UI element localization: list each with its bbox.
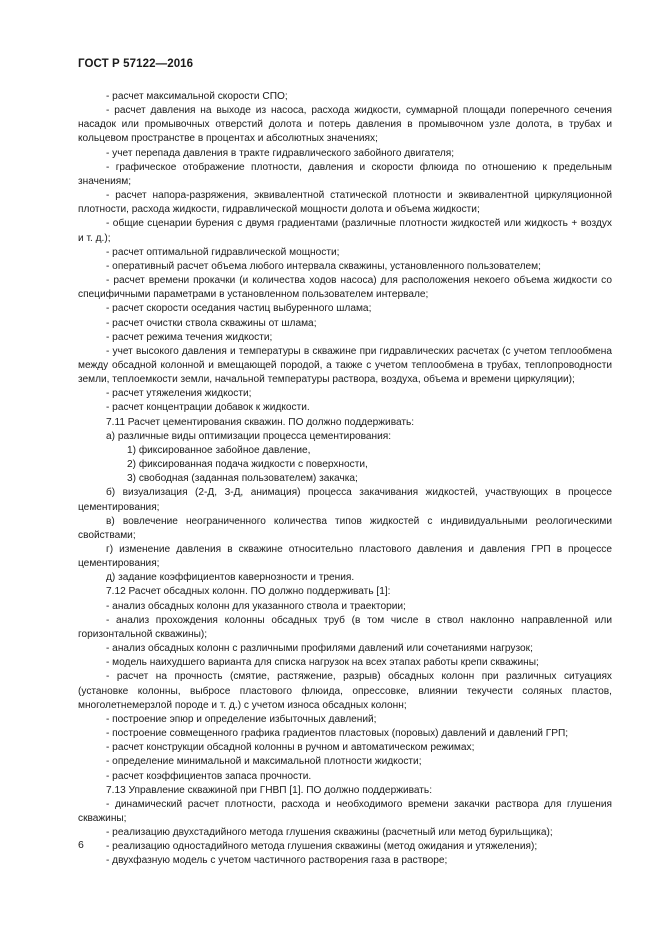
- paragraph: - графическое отображение плотности, давления и скорости флюида по отношению к предельным значениям;: [78, 161, 612, 187]
- document-header: ГОСТ Р 57122—2016: [78, 58, 194, 70]
- paragraph: - учет перепада давления в тракте гидравлического забойного двигателя;: [106, 147, 455, 159]
- paragraph: - модель наихудшего варианта для списка нагрузок на всех этапах работы крепи скважины;: [106, 657, 539, 669]
- paragraph: - общие сценарии бурения с двумя градиентами (различные плотности жидкостей или жидкость + воздух и т. д.);: [78, 218, 612, 244]
- section-heading: 7.11 Расчет цементирования скважин. ПО должно поддерживать:: [106, 416, 415, 428]
- sub-list-item: 1) фиксированное забойное давление,: [127, 444, 311, 456]
- list-item: б) визуализация (2-Д, 3-Д, анимация) процесса закачивания жидкостей, участвующих в процессе цементирования;: [78, 487, 612, 513]
- page-body: [78, 90, 612, 869]
- paragraph: - расчет коэффициентов запаса прочности.: [106, 770, 312, 782]
- paragraph: - расчет на прочность (смятие, растяжение, разрыв) обсадных колонн при различных ситуациях (установке колонны, выбросе пластового флюида, опрессовке, влиянии текучести соляных пластов, многолетнемерзлой породе и т. д.) с учетом износа обсадных колонн;: [78, 671, 612, 711]
- paragraph: - определение минимальной и максимальной плотности жидкости;: [106, 756, 422, 768]
- page-number: 6: [78, 839, 84, 851]
- paragraph: - расчет конструкции обсадной колонны в ручном и автоматическом режимах;: [106, 742, 475, 754]
- sub-list-item: 2) фиксированная подача жидкости с поверхности,: [127, 459, 368, 471]
- paragraph: - расчет напора-разряжения, эквивалентной статической плотности и эквивалентной циркуляционной плотности, расхода жидкости, гидравлической мощности долота и объема жидкости;: [78, 190, 612, 216]
- section-heading: 7.13 Управление скважиной при ГНВП [1]. ПО должно поддерживать:: [106, 784, 433, 796]
- paragraph: - расчет давления на выходе из насоса, расхода жидкости, суммарной площади поперечного сечения насадок или промывочных отверстий долота и потерь давления в промывочном узле долота, в трубах и кольцевом пространстве в процентах и абсолютных значениях;: [78, 105, 612, 145]
- paragraph: - построение эпюр и определение избыточных давлений;: [106, 713, 377, 725]
- paragraph: - расчет времени прокачки (и количества ходов насоса) для расположения некоего объема жидкости со специфичными параметрами в установленном пользователем интервале;: [78, 275, 612, 301]
- paragraph: - расчет режима течения жидкости;: [106, 331, 273, 343]
- list-item: д) задание коэффициентов кавернозности и трения.: [106, 572, 355, 584]
- paragraph: - динамический расчет плотности, расхода и необходимого времени закачки раствора для глушения скважины;: [78, 798, 612, 824]
- paragraph: - расчет скорости оседания частиц выбуренного шлама;: [106, 303, 372, 315]
- section-heading: 7.12 Расчет обсадных колонн. ПО должно поддерживать [1]:: [106, 586, 391, 598]
- paragraph: - анализ обсадных колонн для указанного ствола и траектории;: [106, 600, 406, 612]
- paragraph: - анализ обсадных колонн с различными профилями давлений или сочетаниями нагрузок;: [106, 643, 533, 655]
- paragraph: - реализацию одностадийного метода глушения скважины (метод ожидания и утяжеления);: [106, 841, 538, 853]
- paragraph: - расчет концентрации добавок к жидкости.: [106, 402, 310, 414]
- list-item: в) вовлечение неограниченного количества типов жидкостей с индивидуальными реологическими свойствами;: [78, 515, 612, 541]
- paragraph: - реализацию двухстадийного метода глушения скважины (расчетный или метод бурильщика);: [106, 827, 553, 839]
- paragraph: - расчет очистки ствола скважины от шлама;: [106, 317, 317, 329]
- paragraph: - анализ прохождения колонны обсадных труб (в том числе в ствол наклонно направленной или горизонтальной скважины);: [78, 614, 612, 640]
- paragraph: - расчет утяжеления жидкости;: [106, 388, 252, 400]
- paragraph: - двухфазную модель с учетом частичного растворения газа в растворе;: [106, 855, 448, 867]
- list-item: а) различные виды оптимизации процесса цементирования:: [106, 430, 392, 442]
- paragraph: - построение совмещенного графика градиентов пластовых (поровых) давлений и давлений ГРП;: [106, 728, 569, 740]
- paragraph: - расчет оптимальной гидравлической мощности;: [106, 246, 340, 258]
- list-item: г) изменение давления в скважине относительно пластового давления и давления ГРП в процессе цементирования;: [78, 544, 612, 570]
- paragraph: - оперативный расчет объема любого интервала скважины, установленного пользователем;: [106, 260, 541, 272]
- sub-list-item: 3) свободная (заданная пользователем) закачка;: [127, 473, 358, 485]
- paragraph: - расчет максимальной скорости СПО;: [106, 91, 288, 102]
- paragraph: - учет высокого давления и температуры в скважине при гидравлических расчетах (с учетом теплообмена между обсадной колонной и вмещающей породой, а также с учетом теплообмена в трубах, теплопроводности земли, теплоемкости земли, начальной температуры раствора, воздуха, объема и времени циркуляции);: [78, 345, 612, 386]
